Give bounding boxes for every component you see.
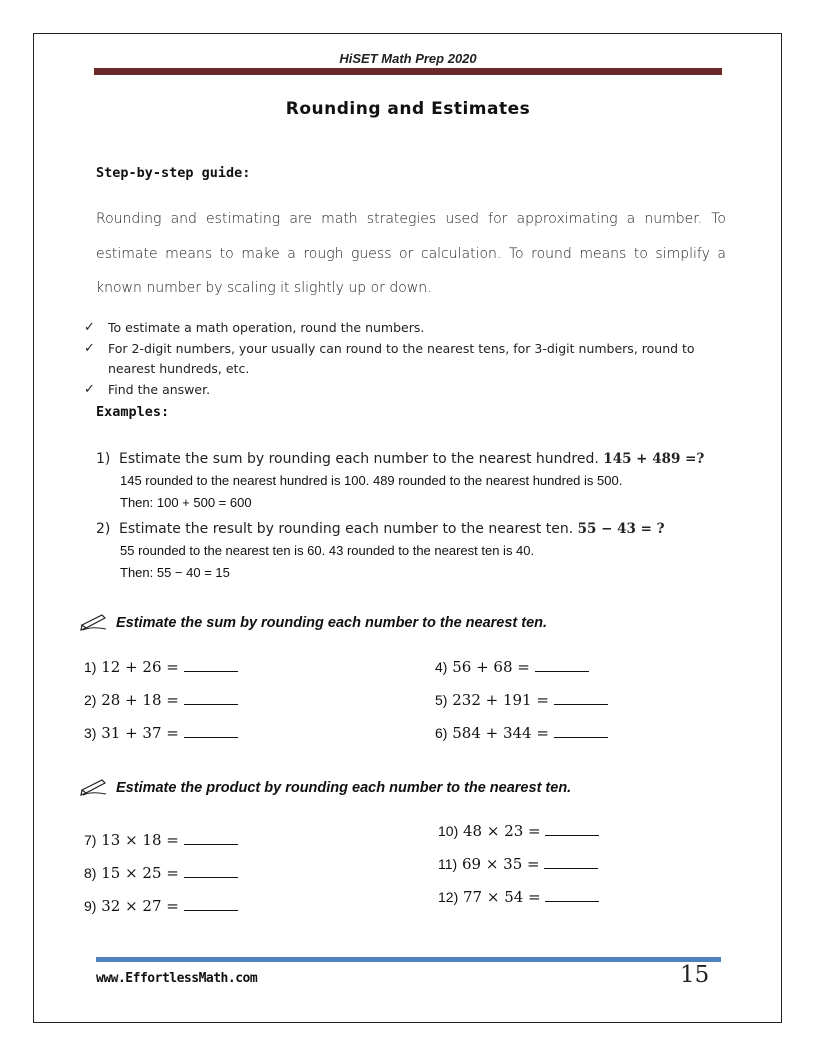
checklist-item xyxy=(84,318,724,339)
problem-expression: 232 + 191 = xyxy=(452,691,549,709)
answer-blank[interactable] xyxy=(554,690,608,705)
checklist-item-text: To estimate a math operation, round the numbers. xyxy=(108,320,425,335)
example-expression: 145 + 489 =? xyxy=(603,451,705,467)
problem-5 xyxy=(435,690,608,709)
example-question-text: Estimate the result by rounding each number to the nearest ten. xyxy=(119,521,574,537)
problem-number: 11) xyxy=(438,856,458,872)
problem-1 xyxy=(84,657,238,676)
problem-number: 12) xyxy=(438,889,459,905)
section-title: Rounding and Estimates xyxy=(285,99,531,119)
problem-11 xyxy=(438,854,598,873)
example-number: 2) xyxy=(96,521,111,537)
example-number: 1) xyxy=(96,451,111,467)
problem-number: 2) xyxy=(84,692,97,708)
problem-number: 1) xyxy=(84,659,97,675)
answer-blank[interactable] xyxy=(544,854,598,869)
answer-blank[interactable] xyxy=(554,723,608,738)
problem-number: 9) xyxy=(84,898,97,914)
problem-expression: 31 + 37 = xyxy=(101,724,179,742)
example-result: Then: 100 + 500 = 600 xyxy=(120,494,252,510)
example-question-text: Estimate the sum by rounding each number to the nearest hundred. xyxy=(119,451,599,467)
problem-expression: 584 + 344 = xyxy=(452,724,549,742)
problem-expression: 15 × 25 = xyxy=(101,864,179,882)
exercise-sum-instruction: Estimate the sum by rounding each number to the nearest ten. xyxy=(116,614,548,631)
header-rule xyxy=(94,68,722,75)
check-icon: ✓ xyxy=(84,381,95,397)
answer-blank[interactable] xyxy=(545,887,599,902)
example-result: Then: 55 − 40 = 15 xyxy=(120,564,230,580)
problem-expression: 56 + 68 = xyxy=(452,658,530,676)
checklist-item xyxy=(84,380,724,401)
checklist-item-text: Find the answer. xyxy=(108,381,211,397)
example-2 xyxy=(96,521,756,583)
answer-blank[interactable] xyxy=(184,690,238,705)
example-question xyxy=(96,451,756,467)
problem-number: 10) xyxy=(438,823,459,839)
answer-blank[interactable] xyxy=(184,657,238,672)
example-question xyxy=(96,521,756,537)
pencil-writing-icon xyxy=(80,776,116,800)
intro-paragraph: Rounding and estimating are math strategies used for approximating a number. To estimate means to make a rough guess or calculation. To round means to simplify a known number by scaling it slightly up or down. xyxy=(96,211,726,296)
pencil-writing-icon xyxy=(80,611,116,635)
example-1 xyxy=(96,451,756,513)
answer-blank[interactable] xyxy=(184,896,238,911)
problem-expression: 12 + 26 = xyxy=(101,658,179,676)
problem-8 xyxy=(84,863,238,882)
answer-blank[interactable] xyxy=(545,821,599,836)
problem-expression: 13 × 18 = xyxy=(101,831,179,849)
example-explanation: 55 rounded to the nearest ten is 60. 43 rounded to the nearest ten is 40. xyxy=(120,543,535,558)
problem-number: 5) xyxy=(435,692,448,708)
footer-url[interactable]: www.EffortlessMath.com xyxy=(96,971,258,986)
problem-6 xyxy=(435,723,608,742)
answer-blank[interactable] xyxy=(535,657,589,672)
examples-heading: Examples: xyxy=(96,404,170,420)
problem-number: 7) xyxy=(84,832,97,848)
problem-expression: 48 × 23 = xyxy=(463,822,541,840)
guide-heading: Step-by-step guide: xyxy=(96,165,251,181)
exercise-product-heading xyxy=(80,776,571,800)
check-icon: ✓ xyxy=(84,320,95,335)
page-number: 15 xyxy=(680,962,710,988)
problem-expression: 69 × 35 = xyxy=(461,855,540,873)
footer-rule xyxy=(96,957,721,962)
problem-expression: 32 × 27 = xyxy=(101,897,179,915)
problem-expression: 77 × 54 = xyxy=(463,888,541,906)
problem-9 xyxy=(84,896,238,915)
problem-number: 3) xyxy=(84,725,97,741)
example-expression: 55 − 43 = ? xyxy=(577,521,665,537)
problem-3 xyxy=(84,723,238,742)
problem-number: 4) xyxy=(435,659,448,675)
header-title: HiSET Math Prep 2020 xyxy=(339,51,477,66)
checklist-item-text: For 2-digit numbers, your usually can round to the nearest tens, for 3-digit numbers, round to nearest hundreds, etc. xyxy=(108,340,695,376)
answer-blank[interactable] xyxy=(184,830,238,845)
problem-12 xyxy=(438,887,599,906)
checklist-item xyxy=(84,339,724,380)
problem-number: 8) xyxy=(84,865,97,881)
problem-number: 6) xyxy=(435,725,448,741)
problem-2 xyxy=(84,690,238,709)
answer-blank[interactable] xyxy=(184,863,238,878)
checklist xyxy=(84,318,724,400)
exercise-sum-heading xyxy=(80,611,547,635)
example-explanation: 145 rounded to the nearest hundred is 100. 489 rounded to the nearest hundred is 500. xyxy=(120,473,623,488)
problem-4 xyxy=(435,657,589,676)
problem-expression: 28 + 18 = xyxy=(101,691,179,709)
problem-7 xyxy=(84,830,238,849)
answer-blank[interactable] xyxy=(184,723,238,738)
problem-10 xyxy=(438,821,599,840)
check-icon: ✓ xyxy=(84,340,95,356)
exercise-product-instruction: Estimate the product by rounding each number to the nearest ten. xyxy=(116,779,572,796)
